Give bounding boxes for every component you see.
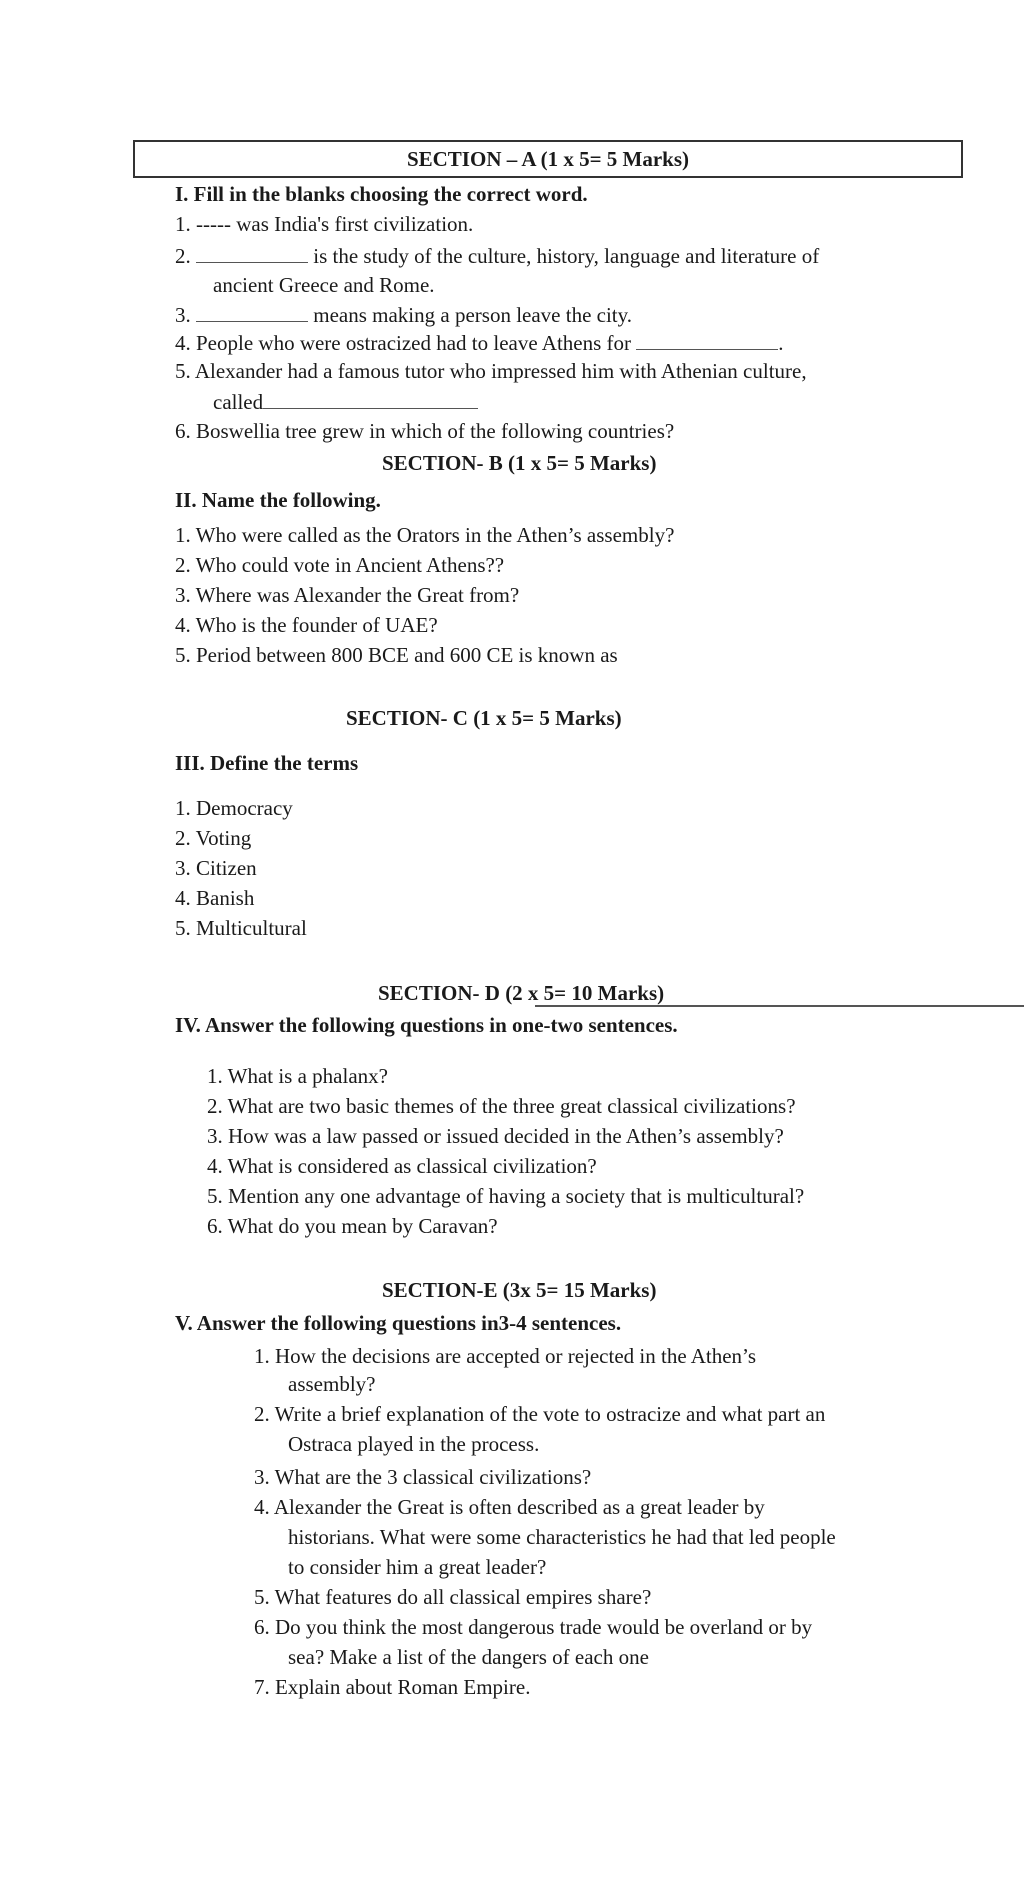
section-d-item: 2. What are two basic themes of the three great classical civilizations? <box>207 1094 796 1118</box>
section-d-item: 1. What is a phalanx? <box>207 1064 388 1088</box>
blank-line <box>196 304 308 322</box>
section-c-item: 2. Voting <box>175 826 252 850</box>
section-e-item-cont: sea? Make a list of the dangers of each one <box>288 1645 649 1669</box>
section-e-instruction: V. Answer the following questions in3-4 sentences. <box>175 1311 622 1335</box>
section-e-item-cont: to consider him a great leader? <box>288 1555 547 1579</box>
section-d-item: 3. How was a law passed or issued decided in the Athen’s assembly? <box>207 1124 784 1148</box>
section-e-item-cont: Ostraca played in the process. <box>288 1432 540 1456</box>
section-b-item: 4. Who is the founder of UAE? <box>175 613 438 637</box>
section-a-item-1: 1. ----- was India's first civilization. <box>175 212 474 236</box>
section-a-item-5-cont: called <box>213 391 478 413</box>
blank-line <box>636 332 778 350</box>
section-e-item-cont: assembly? <box>288 1372 376 1396</box>
section-a-item-3: 3. means making a person leave the city. <box>175 303 633 327</box>
section-c-instruction: III. Define the terms <box>175 751 359 775</box>
section-c-item: 4. Banish <box>175 886 255 910</box>
section-a-item-6: 6. Boswellia tree grew in which of the following countries? <box>175 419 675 443</box>
section-d-item: 6. What do you mean by Caravan? <box>207 1214 498 1238</box>
section-e-item: 4. Alexander the Great is often described as a great leader by <box>254 1495 765 1519</box>
section-b-item: 1. Who were called as the Orators in the Athen’s assembly? <box>175 523 675 547</box>
section-b-item: 5. Period between 800 BCE and 600 CE is known as <box>175 643 618 667</box>
section-a-item-4: 4. People who were ostracized had to leave Athens for . <box>175 331 784 355</box>
section-d-underline <box>535 1005 1024 1007</box>
section-b-item: 2. Who could vote in Ancient Athens?? <box>175 553 505 577</box>
section-c-title: SECTION- C (1 x 5= 5 Marks) <box>346 706 622 730</box>
section-a-item-5: 5. Alexander had a famous tutor who impressed him with Athenian culture, <box>175 359 807 383</box>
section-a-instruction: I. Fill in the blanks choosing the correct word. <box>175 182 588 206</box>
section-b-item: 3. Where was Alexander the Great from? <box>175 583 520 607</box>
section-e-item: 3. What are the 3 classical civilizations? <box>254 1465 592 1489</box>
section-e-item: 5. What features do all classical empires share? <box>254 1585 652 1609</box>
blank-line <box>196 245 308 263</box>
section-e-item: 7. Explain about Roman Empire. <box>254 1675 531 1699</box>
section-d-item: 4. What is considered as classical civilization? <box>207 1154 597 1178</box>
section-e-item: 1. How the decisions are accepted or rejected in the Athen’s <box>254 1344 757 1368</box>
section-b-title: SECTION- B (1 x 5= 5 Marks) <box>382 451 657 475</box>
section-e-title: SECTION-E (3x 5= 15 Marks) <box>382 1278 657 1302</box>
blank-line <box>263 391 478 409</box>
section-d-item: 5. Mention any one advantage of having a society that is multicultural? <box>207 1184 805 1208</box>
section-a-header-box <box>133 140 963 178</box>
section-c-item: 5. Multicultural <box>175 916 307 940</box>
section-e-item: 2. Write a brief explanation of the vote to ostracize and what part an <box>254 1402 826 1426</box>
section-e-item: 6. Do you think the most dangerous trade would be overland or by <box>254 1615 813 1639</box>
section-d-instruction: IV. Answer the following questions in one-two sentences. <box>175 1013 678 1037</box>
section-a-item-2: 2. is the study of the culture, history, language and literature of <box>175 244 820 268</box>
section-a-title: SECTION – A (1 x 5= 5 Marks) <box>406 147 690 171</box>
section-c-item: 1. Democracy <box>175 796 293 820</box>
section-c-item: 3. Citizen <box>175 856 257 880</box>
section-b-instruction: II. Name the following. <box>175 488 381 512</box>
section-e-item-cont: historians. What were some characteristics he had that led people <box>288 1525 836 1549</box>
section-a-item-2-cont: ancient Greece and Rome. <box>213 273 435 297</box>
section-d-title: SECTION- D (2 x 5= 10 Marks) <box>378 981 665 1005</box>
